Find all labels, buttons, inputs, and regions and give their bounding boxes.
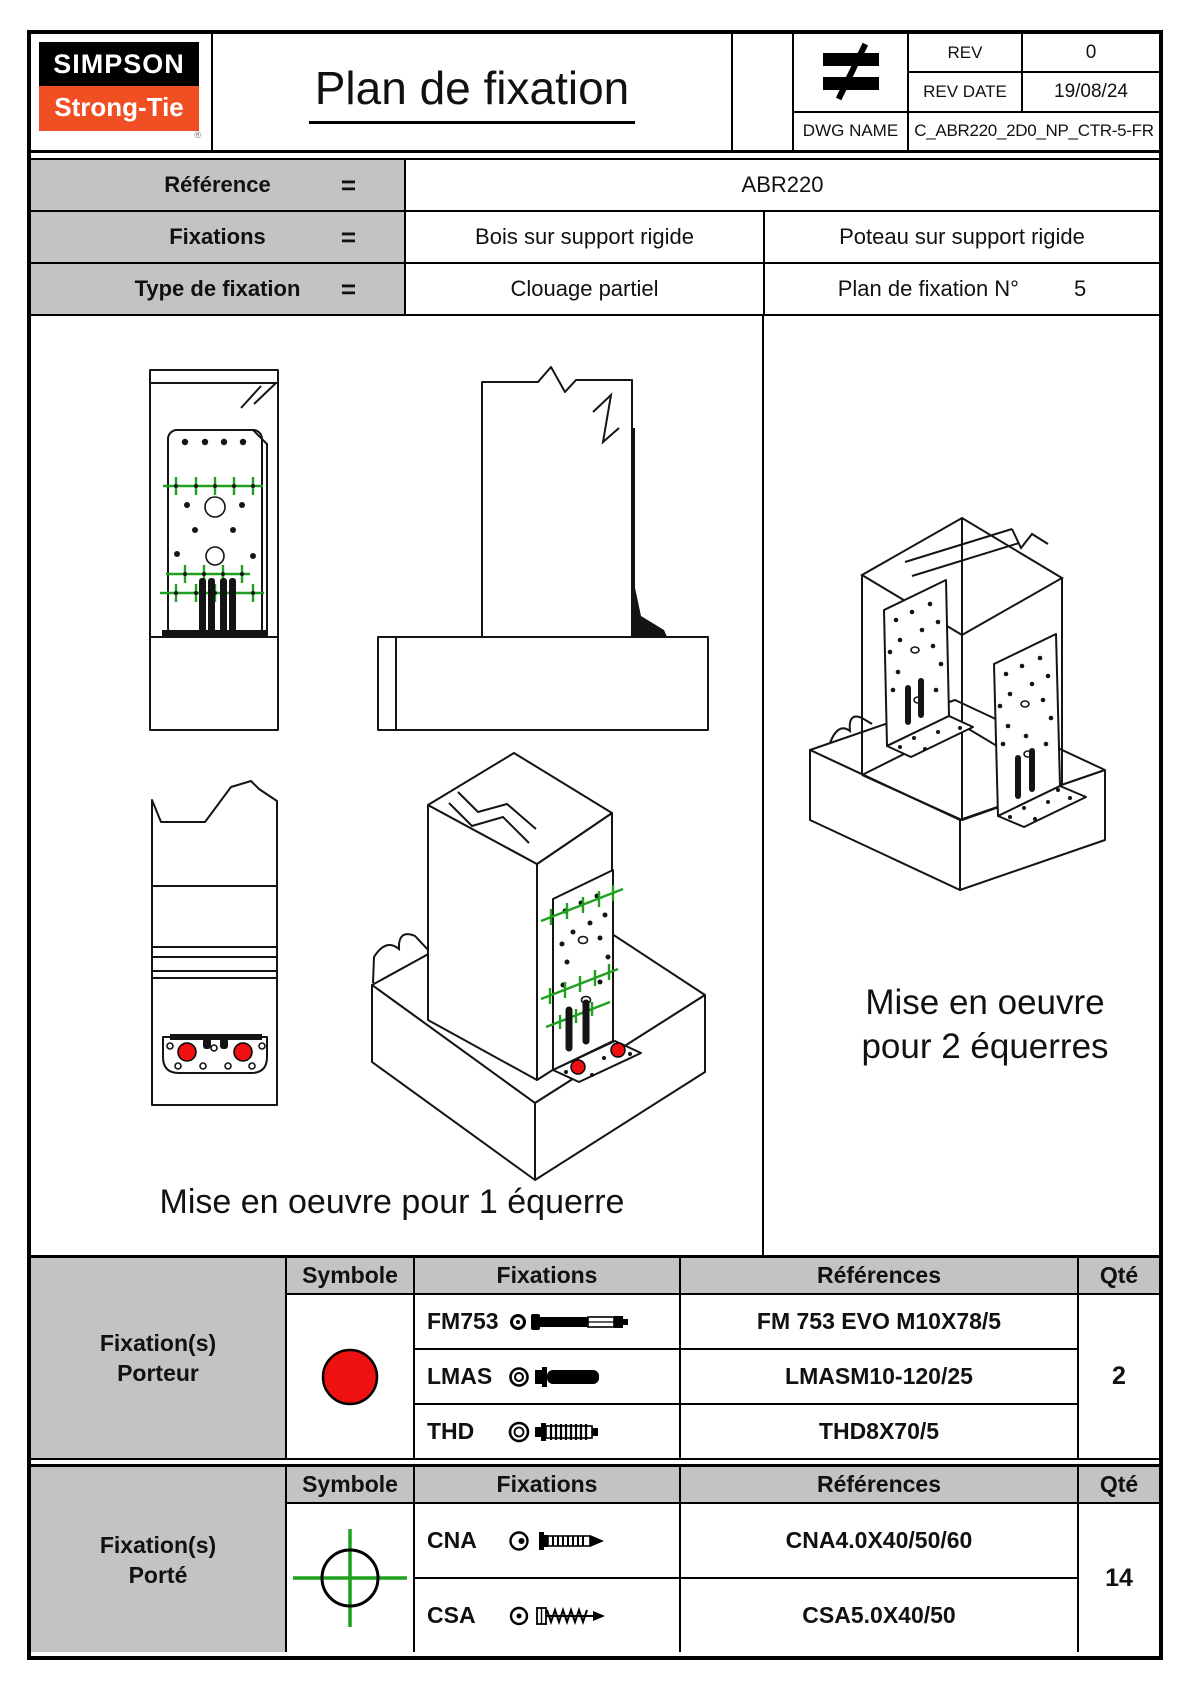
reference-lmas: LMASM10-120/25 — [681, 1350, 1077, 1403]
qty-porte: 14 — [1079, 1504, 1159, 1652]
fixations-label: Fixations — [169, 224, 266, 249]
type-value-left: Clouage partiel — [406, 264, 763, 314]
fixation-row-cna: CNA — [415, 1504, 679, 1577]
fixation-row-lmas: LMAS — [415, 1350, 679, 1403]
col-header-symbole: Symbole — [287, 1467, 413, 1502]
logo-strongtie-text: Strong-Tie — [39, 86, 199, 131]
far-bracket-plate — [884, 580, 973, 757]
title-block — [31, 34, 1159, 153]
col-header-fixations: Fixations — [415, 1258, 679, 1293]
info-row-type — [29, 262, 1161, 316]
reference-fm753: FM 753 EVO M10X78/5 — [681, 1295, 1077, 1348]
front-view — [150, 370, 278, 730]
isometric-two-brackets — [810, 518, 1105, 890]
col-header-qte: Qté — [1079, 1467, 1159, 1502]
type-label: Type de fixation — [134, 276, 301, 301]
near-bracket-plate — [994, 634, 1086, 827]
info-row-fixations — [29, 210, 1161, 264]
reference-label-cell — [31, 160, 404, 210]
csa-screw-icon — [507, 1599, 667, 1633]
col-header-qte: Qté — [1079, 1258, 1159, 1293]
caption-two-brackets-line1: Mise en oeuvre — [865, 983, 1105, 1022]
fixations-label-cell — [31, 212, 404, 262]
fm753-bolt-icon — [507, 1305, 667, 1339]
sheet-frame — [27, 30, 1163, 1660]
equals-sign: = — [340, 169, 356, 200]
equals-sign: = — [340, 273, 356, 304]
green-crosshair-symbol — [287, 1523, 413, 1633]
qty-porteur: 2 — [1079, 1295, 1159, 1458]
red-dot-symbol — [315, 1342, 385, 1412]
col-header-fixations: Fixations — [415, 1467, 679, 1502]
revision-block — [792, 34, 1159, 150]
info-row-reference — [29, 158, 1161, 212]
lmas-anchor-icon — [507, 1360, 667, 1394]
isometric-one-bracket — [372, 753, 705, 1180]
title-cell — [213, 34, 733, 150]
plan-number-value: 5 — [1073, 276, 1087, 301]
caption-one-bracket: Mise en oeuvre pour 1 équerre — [159, 1183, 625, 1221]
reference-csa: CSA5.0X40/50 — [681, 1579, 1077, 1652]
fixations-value-left: Bois sur support rigide — [406, 212, 763, 262]
caption-two-brackets-line2: pour 2 équerres — [861, 1027, 1109, 1066]
group-label-porteur: Fixation(s) Porteur — [31, 1258, 285, 1458]
plan-number-label: Plan de fixation N° — [837, 276, 1019, 301]
reference-label: Référence — [164, 172, 271, 197]
rev-label: REV — [909, 34, 1021, 71]
rev-date-value: 19/08/24 — [1023, 73, 1159, 110]
page-title: Plan de fixation — [309, 61, 636, 124]
equals-sign: = — [340, 221, 356, 252]
fixation-row-thd: THD — [415, 1405, 679, 1458]
group-label-porte: Fixation(s) Porté — [31, 1467, 285, 1652]
logo-cell — [31, 34, 213, 150]
dwg-name-value: C_ABR220_2D0_NP_CTR-5-FR — [909, 113, 1159, 150]
col-header-references: Références — [681, 1467, 1077, 1502]
registered-mark-icon: ® — [194, 130, 201, 140]
cna-nail-icon — [507, 1524, 667, 1558]
type-label-cell — [31, 264, 404, 314]
reference-value: ABR220 — [406, 160, 1159, 210]
rev-date-label: REV DATE — [909, 73, 1021, 110]
simpson-strongtie-logo — [39, 42, 201, 140]
thd-screw-icon — [507, 1415, 667, 1449]
reference-thd: THD8X70/5 — [681, 1405, 1077, 1458]
drawing-two-brackets — [764, 316, 1159, 1259]
col-header-symbole: Symbole — [287, 1258, 413, 1293]
symbol-porteur-cell — [287, 1295, 413, 1458]
table-fixations-porte — [31, 1464, 1159, 1652]
col-header-references: Références — [681, 1258, 1077, 1293]
reference-cna: CNA4.0X40/50/60 — [681, 1504, 1077, 1577]
not-equal-projection-icon — [819, 44, 883, 100]
fixation-row-csa: CSA — [415, 1579, 679, 1652]
fixation-row-fm753: FM753 — [415, 1295, 679, 1348]
projection-symbol-cell — [794, 34, 907, 111]
plan-number-cell — [765, 264, 1159, 314]
dwg-name-label: DWG NAME — [794, 113, 907, 150]
rev-value: 0 — [1023, 34, 1159, 71]
rear-view — [152, 781, 277, 1105]
symbol-porte-cell — [287, 1504, 413, 1652]
logo-simpson-text: SIMPSON — [39, 42, 199, 86]
side-view — [378, 367, 708, 730]
drawing-one-bracket — [31, 316, 762, 1259]
fixations-value-right: Poteau sur support rigide — [765, 212, 1159, 262]
table-fixations-porteur — [31, 1255, 1159, 1460]
